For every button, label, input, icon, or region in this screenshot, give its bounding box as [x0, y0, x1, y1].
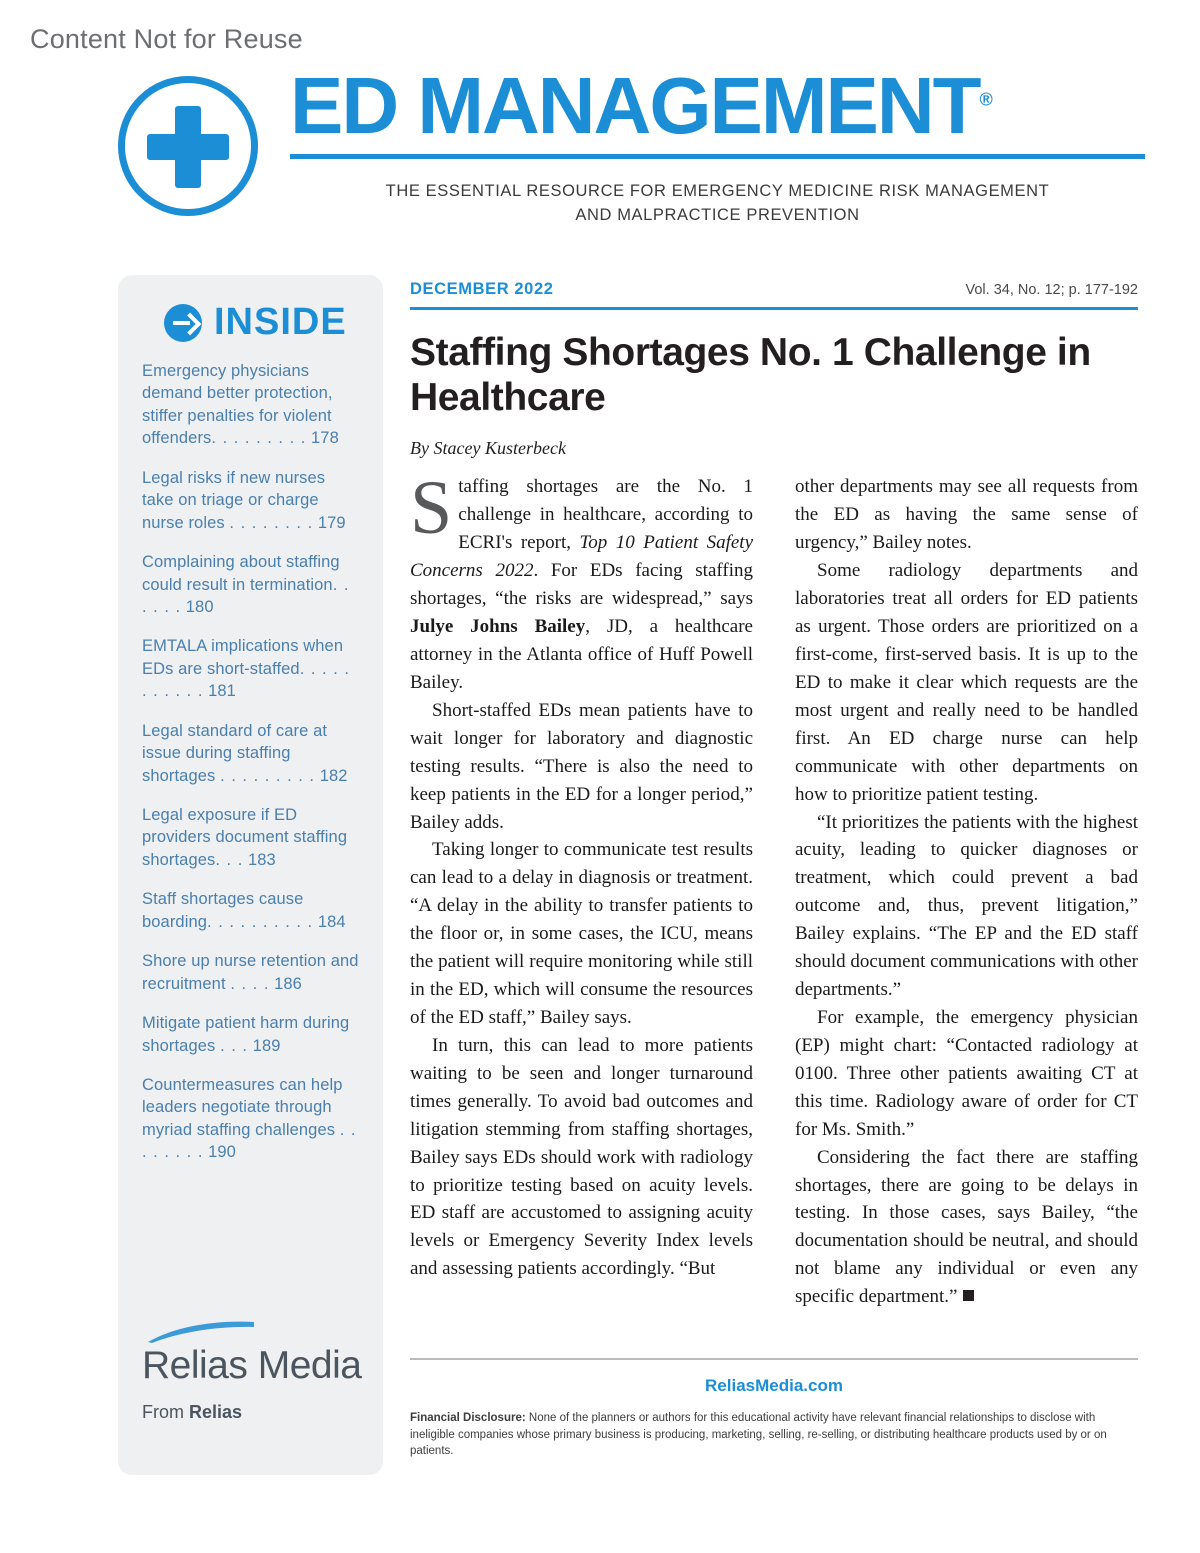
- article-footer: [410, 1358, 1138, 1460]
- toc-item-text: Legal risks if new nurses take on triage or charge nurse roles: [142, 468, 326, 532]
- toc-item-dots: . . . .: [230, 974, 270, 993]
- article-paragraph: [410, 466, 754, 696]
- inside-sidebar: [118, 275, 383, 1475]
- drop-cap: S: [410, 466, 453, 551]
- toc-item-page: 178: [311, 429, 339, 448]
- toc-item[interactable]: [142, 635, 359, 702]
- toc-item[interactable]: [142, 1074, 359, 1164]
- tagline-line-1: THE ESSENTIAL RESOURCE FOR EMERGENCY MEDICINE RISK MANAGEMENT: [385, 182, 1050, 200]
- toc-item[interactable]: [142, 950, 359, 995]
- toc-item-page: 190: [208, 1143, 236, 1162]
- publication-title-text: ED MANAGEMENT: [290, 61, 980, 150]
- toc-item-dots: . . . . . . . . . .: [207, 912, 314, 931]
- toc-item-dots: . . .: [215, 850, 244, 869]
- toc-item[interactable]: [142, 888, 359, 933]
- article-paragraph: Short-staffed EDs mean patients have to wait longer for laboratory and diagnostic testing results. “There is also the need to keep patients in the ED for a longer period,” Bailey adds.: [410, 699, 753, 833]
- from-prefix: From: [142, 1402, 189, 1422]
- article-main: [410, 280, 1138, 1311]
- toc-item-text: Shore up nurse retention and recruitment: [142, 952, 359, 993]
- article-headline: Staffing Shortages No. 1 Challenge in Healthcare: [410, 331, 1091, 420]
- publication-title: [290, 61, 1150, 150]
- para-part: . For EDs facing staffing shortages, “the risks are widespread,” says: [410, 560, 753, 610]
- article-paragraph: Taking longer to communicate test results can lead to a delay in diagnosis or treatment. “A delay in the ability to transfer patients to the floor or, in some cases, the ICU, means the patient will require monitoring while still in the ED, which will consume the resources of the ED staff,” Bailey says.: [410, 839, 753, 1028]
- toc-item-dots: . . . . . .: [142, 575, 350, 616]
- article-paragraph: “It prioritizes the patients with the highest acuity, leading to quicker diagnoses or treatment, which could prevent a bad outcome and, thus, prevent litigation,” Bailey explains. “The EP and the ED staff should document communications with other departments.”: [795, 811, 1139, 1001]
- cross-horizontal-bar: [147, 134, 229, 160]
- article-divider: [410, 307, 1138, 310]
- masthead-divider: [290, 154, 1145, 159]
- toc-item-dots: . . . . . . . . .: [211, 429, 307, 448]
- para-part: taffing shortages are the No. 1 challenge in healthcare, according to ECRI's report,: [458, 476, 753, 554]
- footer-divider: [410, 1358, 1138, 1360]
- toc-item-dots: . . . . . . . .: [142, 1120, 357, 1162]
- registered-mark: ®: [979, 89, 993, 110]
- toc-item-page: 181: [208, 682, 236, 701]
- article-columns: [410, 466, 1139, 1311]
- relias-swoosh-icon: [146, 1320, 256, 1342]
- toc-item-page: 183: [247, 850, 276, 869]
- disclosure-label: Financial Disclosure:: [410, 1412, 526, 1424]
- disclosure-text: None of the planners or authors for this educational activity have relevant financial relationships to disclose with ineligible companies whose primary business is producing, marketing, selling, re-selling, or distributing healthcare products used by or on patients.: [410, 1412, 1107, 1458]
- toc-item-dots: . . .: [220, 1036, 248, 1055]
- toc-item-text: Countermeasures can help leaders negotiate through myriad staffing challenges: [142, 1075, 343, 1139]
- para-bold: Julye Johns Bailey: [410, 616, 586, 638]
- toc-item-dots: . . . . . . . .: [229, 513, 314, 532]
- issue-info-row: [410, 280, 1138, 299]
- toc-item-dots: . . . . . . . . .: [220, 766, 315, 785]
- tagline-line-2: AND MALPRACTICE PREVENTION: [575, 205, 860, 224]
- toc-item[interactable]: [142, 360, 359, 450]
- from-brand: Relias: [189, 1402, 243, 1422]
- article-column-2: [795, 473, 1138, 1311]
- watermark-text: Content Not for Reuse: [30, 24, 303, 54]
- para-italic: Top 10 Patient Safety Concerns 2022: [410, 532, 754, 582]
- toc-item[interactable]: [142, 551, 359, 618]
- relias-from-line: [142, 1402, 382, 1423]
- toc-item[interactable]: [142, 804, 359, 871]
- article-column-1: [410, 466, 754, 1311]
- masthead-tagline: [290, 180, 1145, 228]
- para-part: Considering the fact there are staffing shortages, there are going to be delays in testing. In those cases, says Bailey, “the documentation should be neutral, and should not blame any individual or even any specific department.”: [795, 1146, 1138, 1308]
- masthead-title-wrap: [290, 61, 1150, 159]
- toc-item-text: Emergency physicians demand better protection, stiffer penalties for violent offenders: [142, 362, 333, 448]
- issue-volume: Vol. 34, No. 12; p. 177-192: [965, 282, 1138, 298]
- financial-disclosure: [410, 1410, 1138, 1460]
- toc-item[interactable]: [142, 720, 359, 787]
- toc-item-page: 182: [319, 766, 348, 785]
- inside-header: [164, 301, 359, 344]
- toc-item-text: Legal exposure if ED providers document staffing shortages: [142, 806, 348, 869]
- toc-item-page: 180: [185, 597, 214, 616]
- article-paragraph: Some radiology departments and laboratories treat all orders for ED patients as urgent. Those orders are prioritized on a first-come, first-served basis. It is up to the ED to make it clear which requests are the most urgent and really need to be handled first. An ED charge nurse can help communicate with other departments on how to prioritize patient testing.: [795, 560, 1138, 805]
- end-mark-icon: [963, 1290, 974, 1301]
- article-byline: By Stacey Kusterbeck: [410, 438, 566, 459]
- toc-item[interactable]: [142, 467, 359, 534]
- toc-item-dots: . . . . . . . . . . .: [142, 659, 350, 701]
- issue-date: DECEMBER 2022: [410, 280, 554, 298]
- relias-media-name: Relias Media: [142, 1344, 362, 1387]
- website-link[interactable]: ReliasMedia.com: [705, 1376, 843, 1395]
- toc-item-text: Mitigate patient harm during shortages: [142, 1014, 350, 1055]
- article-paragraph: other departments may see all requests from the ED as having the same sense of urgency,” Bailey notes.: [795, 476, 1138, 554]
- toc-item-text: Staff shortages cause boarding: [142, 890, 304, 931]
- toc-item-page: 189: [252, 1036, 281, 1055]
- toc-item-text: Complaining about staffing could result in termination: [142, 553, 340, 594]
- para-part: , JD, a healthcare attorney in the Atlanta office of Huff Powell Bailey.: [410, 616, 753, 693]
- toc-item-page: 184: [317, 912, 346, 931]
- inside-heading: INSIDE: [214, 301, 347, 343]
- masthead: [0, 58, 1200, 238]
- toc-item[interactable]: [142, 1012, 359, 1057]
- article-paragraph: For example, the emergency physician (EP) might chart: “Contacted radiology at 0100. Three other patients awaiting CT at this time. Radiology aware of order for CT for Ms. Smith.”: [795, 1006, 1138, 1140]
- toc-item-text: EMTALA implications when EDs are short-staffed: [142, 637, 344, 678]
- article-paragraph: In turn, this can lead to more patients waiting to be seen and longer turnaround times generally. To avoid bad outcomes and litigation stemming from staffing shortages, Bailey says EDs should work with radiology to prioritize testing based on acuity levels. ED staff are accustomed to assigning acuity levels or Emergency Severity Index levels and assessing patients accordingly. “But: [410, 1034, 753, 1280]
- toc-item-text: Legal standard of care at issue during staffing shortages: [142, 721, 328, 785]
- relias-media-logo: [142, 1320, 382, 1423]
- toc-item-page: 179: [317, 513, 346, 532]
- arrow-right-circle-icon: [164, 304, 202, 342]
- toc-item-page: 186: [274, 974, 302, 993]
- article-paragraph-last: [795, 1144, 1138, 1312]
